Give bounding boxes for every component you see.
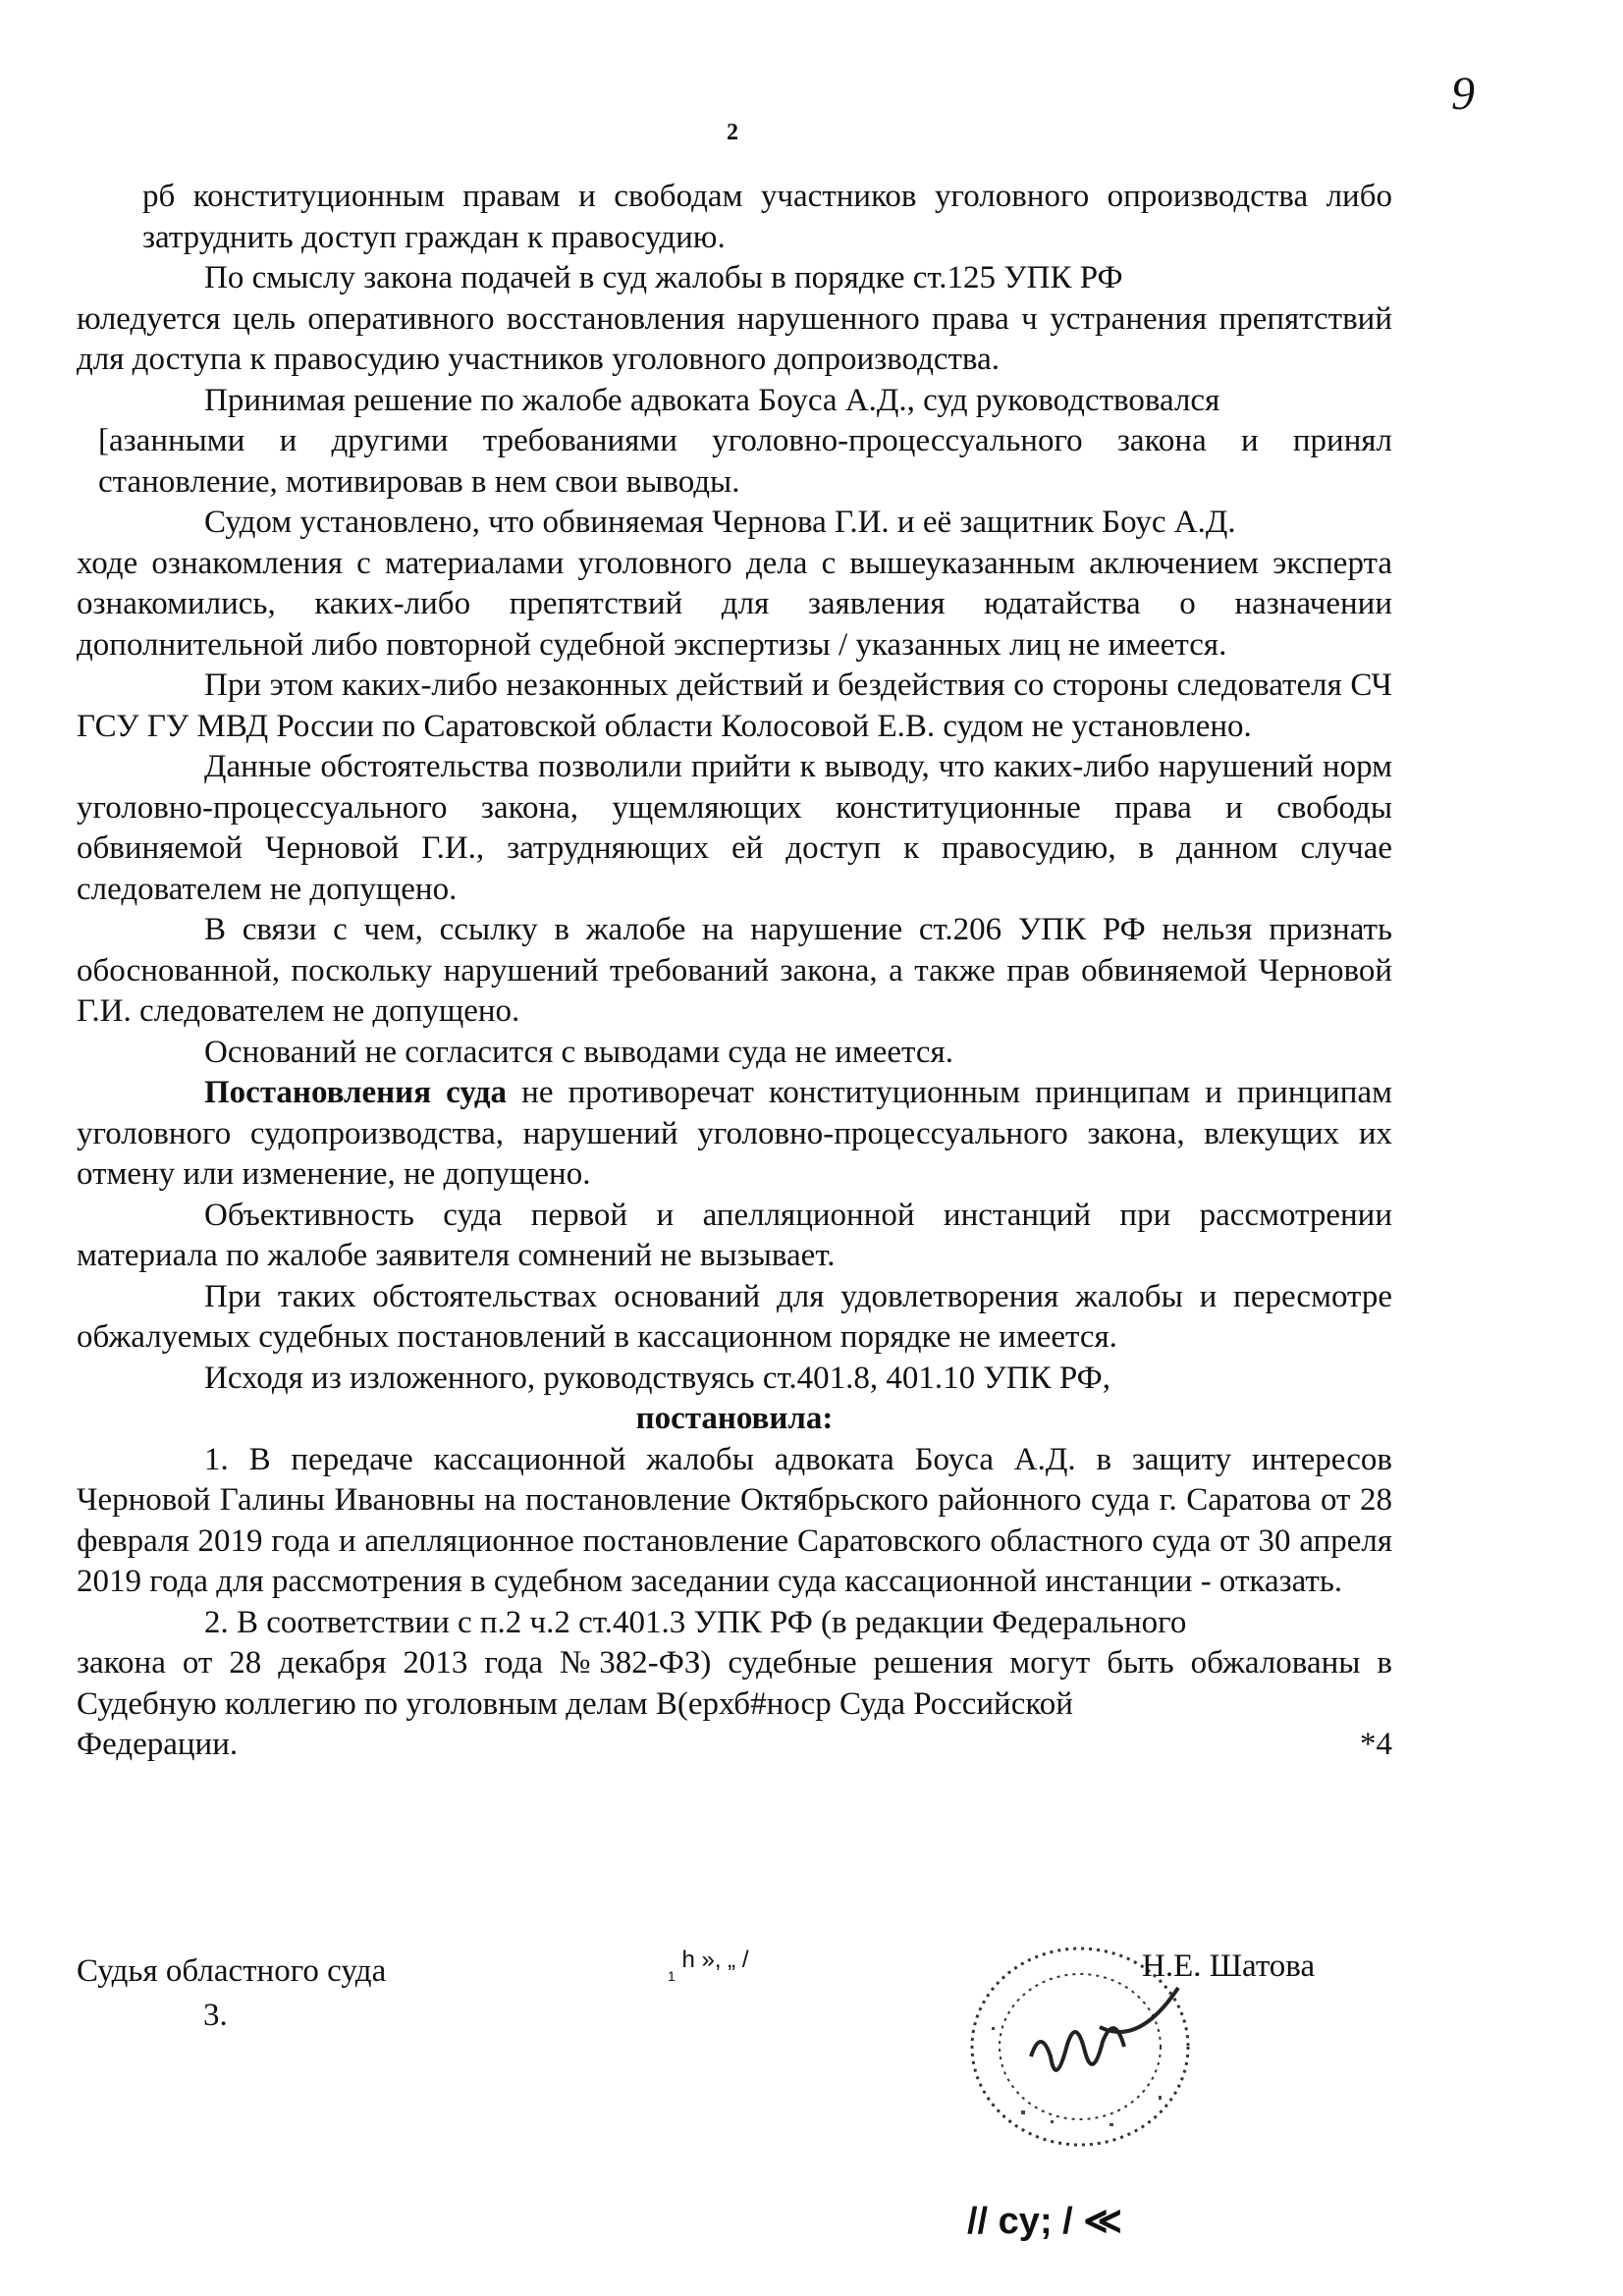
margin-mark: *4 (1360, 1727, 1392, 1762)
judge-name: Н.Е. Шатова (1142, 1949, 1316, 1984)
paragraph: рб конституционным правам и свободам участников уголовного опроизводства либо затруднить доступ граждан к правосудию. (142, 179, 1392, 255)
closing-row (77, 1725, 1392, 1766)
paragraph: В связи с чем, ссылку в жалобе на нарушение ст.206 УПК РФ нельзя признать обоснованной, поскольку нарушений требований закона, а также прав обвиняемой Черновой Г.И. следователем не допущено. (77, 912, 1392, 1029)
paragraph-rest: не противоречат конституционным принципам и принципам уголовного судопроизводства, нарушений уголовно-процессуального закона, влекущих их отмену или изменение, не допущено. (77, 1075, 1393, 1192)
paragraph: юледуется цель оперативного восстановления нарушенного права ч устранения препятствий для доступа к правосудию участников уголовного допроизводства. (77, 300, 1392, 377)
resolution-heading: постановила: (635, 1401, 834, 1436)
resolution-item: 2. В соответствии с п.2 ч.2 ст.401.3 УПК РФ (в редакции Федерального (204, 1604, 1187, 1640)
paragraph: [азанными и другими требованиями уголовно-процессуального закона и принял становление, мотивировав в нем свои выводы. (98, 423, 1392, 500)
judge-title: Судья областного суда (77, 1953, 387, 1989)
page-folio: 9 (1451, 68, 1475, 120)
resolution-item: 1. В передаче кассационной жалобы адвоката Боуса А.Д. в защиту интересов Черновой Галины Ивановны на постановление Октябрьского районного суда г. Саратова от 28 февраля 2019 года и апелляционное постановление Саратовского областного суда от 30 апреля 2019 года для рассмотрения в судебном заседании суда кассационной инстанции - отказать. (77, 1441, 1392, 1599)
paragraph: Данные обстоятельства позволили прийти к выводу, что каких-либо нарушений норм уголовно-процессуального закона, ущемляющих конституционные права и свободы обвиняемой Черновой Г.И., затрудняющих ей доступ к правосудию, в данном случае следователем не допущено. (77, 749, 1392, 907)
scrawl-text: h », „ / (681, 1947, 749, 1973)
signature-scrawl (668, 1947, 749, 1984)
handwritten-note: // cy; / ≪ (967, 2201, 1123, 2242)
paragraph (77, 1073, 1392, 1196)
paragraph: При таких обстоятельствах оснований для удовлетворения жалобы и пересмотре обжалуемых судебных постановлений в кассационном порядке не имеется. (77, 1278, 1392, 1355)
paragraph: ходе ознакомления с материалами уголовного дела с вышеуказанным аключением эксперта ознакомились, каких-либо препятствий для заявления юдатайства о назначении дополнительной либо повторной судебной экспертизы / указанных лиц не имеется. (77, 545, 1392, 663)
paragraph: Принимая решение по жалобе адвоката Боуса А.Д., суд руководствовался (204, 382, 1220, 418)
paragraph: Судом установлено, что обвиняемая Чернова Г.И. и её защитник Боус А.Д. (204, 505, 1236, 540)
paragraph: Объективность суда первой и апелляционной инстанций при рассмотрении материала по жалобе заявителя сомнений не вызывает. (77, 1197, 1392, 1273)
closing-word: Федерации. (77, 1727, 239, 1762)
paragraph: Исходя из изложенного, руководствуясь ст.401.8, 401.10 УПК РФ, (204, 1360, 1110, 1396)
paragraph: закона от 28 декабря 2013 года №382-ФЗ) судебные решения могут быть обжалованы в Судебную коллегию по уголовным делам В(ерхб#носр Суда Российской (77, 1645, 1392, 1722)
document-body (77, 177, 1392, 1766)
paragraph: При этом каких-либо незаконных действий и бездействия со стороны следователя СЧ ГСУ ГУ МВД России по Саратовской области Колосовой Е.В. судом не установлено. (77, 667, 1392, 744)
paragraph: По смыслу закона подачей в суд жалобы в порядке ст.125 УПК РФ (204, 260, 1123, 295)
list-marker: 3. (203, 1998, 228, 2033)
scrawl-sub: 1 (668, 1968, 676, 1984)
bold-phrase: Постановления суда (204, 1075, 508, 1110)
paragraph: Оснований не согласится с выводами суда не имеется. (204, 1034, 953, 1070)
page-number: 2 (727, 120, 738, 145)
